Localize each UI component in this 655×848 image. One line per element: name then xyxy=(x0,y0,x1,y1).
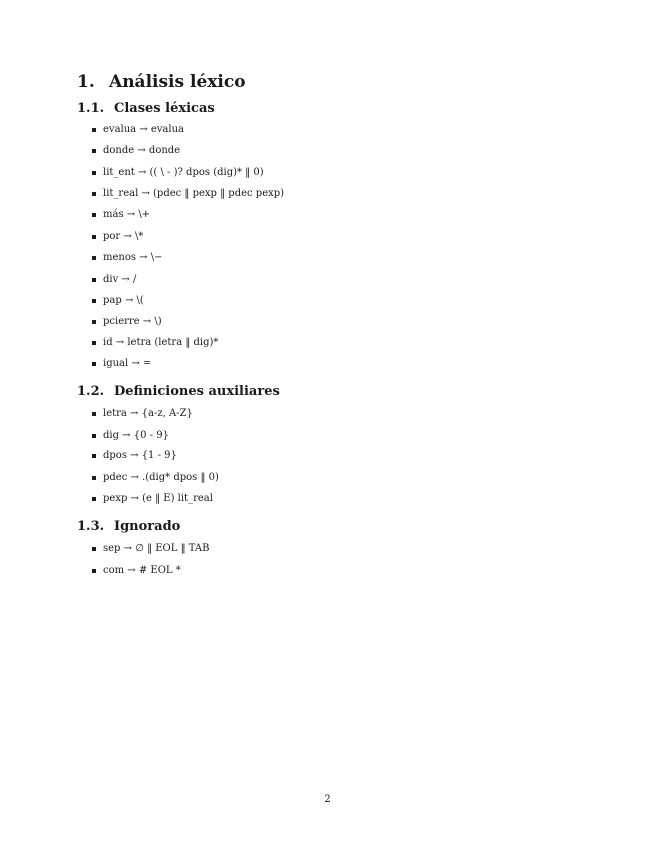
item-text: com → # EOL * xyxy=(103,565,181,576)
bullet-icon xyxy=(92,278,96,282)
bullet-icon xyxy=(92,320,96,324)
item-text: más → \+ xyxy=(103,209,151,220)
item-text: donde → donde xyxy=(103,145,181,156)
bullet-icon xyxy=(92,149,96,153)
item-text: sep → ∅ ‖ EOL ‖ TAB xyxy=(103,543,210,554)
bullet-icon xyxy=(92,341,96,345)
item-text: div → / xyxy=(103,274,137,285)
bullet-icon xyxy=(92,454,96,458)
subsection-number: 1.2. xyxy=(77,384,105,399)
item-text: letra → {a-z, A-Z} xyxy=(103,408,193,419)
subsection-title: Clases léxicas xyxy=(114,101,215,116)
item-text: evalua → evalua xyxy=(103,124,184,135)
bullet-icon xyxy=(92,171,96,175)
item-text: pdec → .(dig* dpos ‖ 0) xyxy=(103,472,219,483)
subsection-number: 1.3. xyxy=(77,519,105,534)
bullet-icon xyxy=(92,497,96,501)
bullet-icon xyxy=(92,235,96,239)
page-number: 2 xyxy=(324,794,331,805)
bullet-icon xyxy=(92,569,96,573)
item-text: igual → = xyxy=(103,358,152,369)
section-heading xyxy=(77,72,246,92)
item-text: dpos → {1 - 9} xyxy=(103,450,177,461)
subsection-title: Definiciones auxiliares xyxy=(114,384,280,399)
item-text: por → \* xyxy=(103,231,144,242)
bullet-icon xyxy=(92,299,96,303)
item-text: id → letra (letra ‖ dig)* xyxy=(103,337,219,348)
item-text: menos → \− xyxy=(103,252,163,263)
bullet-icon xyxy=(92,547,96,551)
bullet-icon xyxy=(92,192,96,196)
bullet-icon xyxy=(92,476,96,480)
item-text: pap → \( xyxy=(103,295,144,306)
item-text: lit_real → (pdec ‖ pexp ‖ pdec pexp) xyxy=(103,188,285,199)
subsection-heading-definiciones-auxiliares xyxy=(77,384,280,399)
bullet-icon xyxy=(92,412,96,416)
item-text: pcierre → \) xyxy=(103,316,162,327)
bullet-icon xyxy=(92,213,96,217)
bullet-icon xyxy=(92,362,96,366)
section-number: 1. xyxy=(77,72,95,92)
subsection-title: Ignorado xyxy=(114,519,181,534)
item-text: dig → {0 - 9} xyxy=(103,430,169,441)
bullet-icon xyxy=(92,256,96,260)
item-text: pexp → (e ‖ E) lit_real xyxy=(103,493,213,504)
bullet-icon xyxy=(92,434,96,438)
bullet-icon xyxy=(92,128,96,132)
subsection-number: 1.1. xyxy=(77,101,105,116)
subsection-heading-clases-lexicas xyxy=(77,101,215,116)
section-title: Análisis léxico xyxy=(109,72,246,92)
subsection-heading-ignorado xyxy=(77,519,180,534)
item-text: lit_ent → (( \ - )? dpos (dig)* ‖ 0) xyxy=(103,167,264,178)
